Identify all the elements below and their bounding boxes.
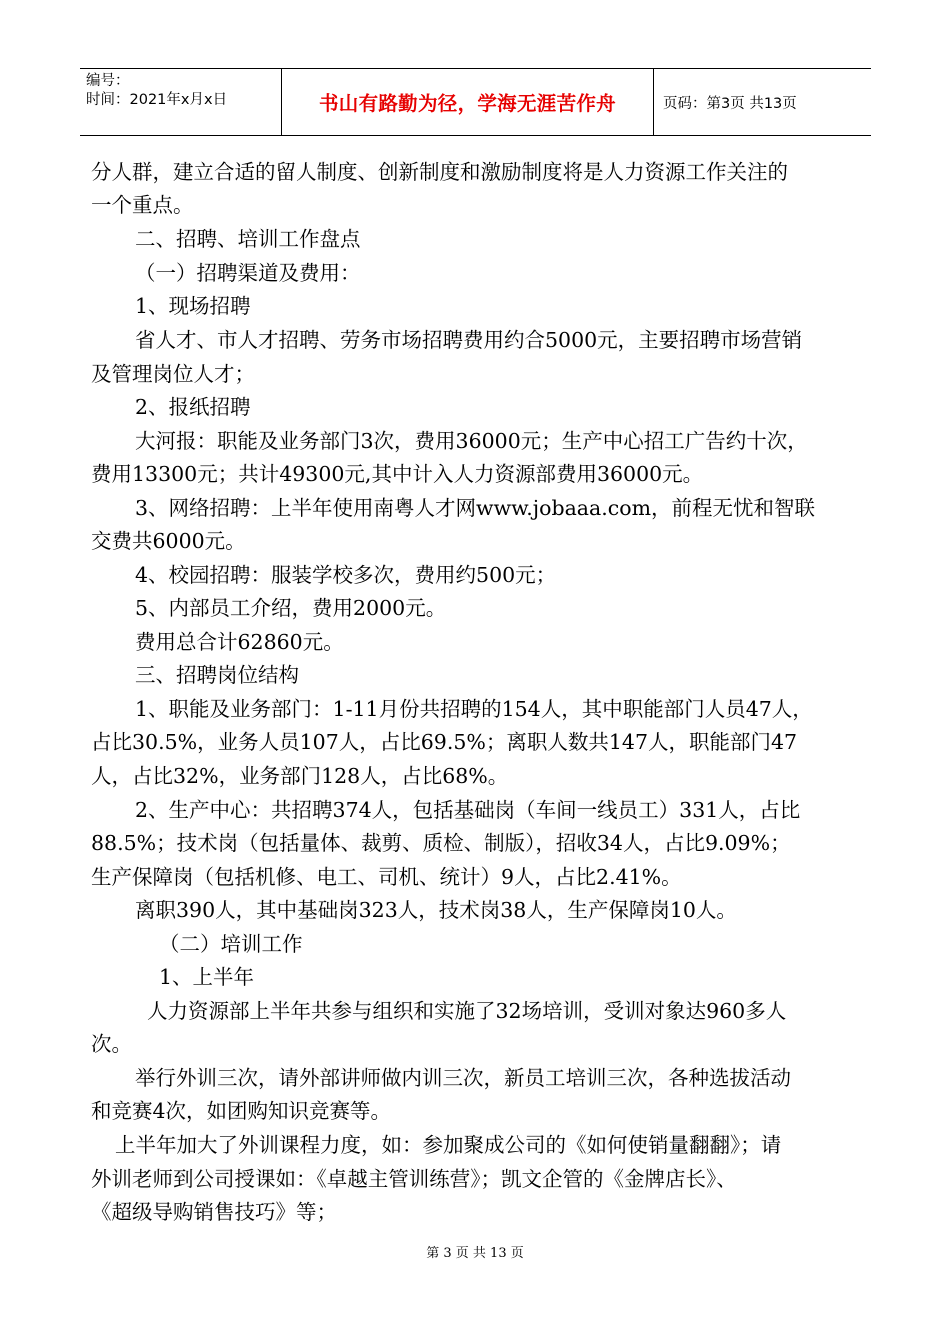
header-motto: 书山有路勤为径，学海无涯苦作舟 — [318, 92, 616, 115]
list-item: 1、上半年 — [159, 965, 255, 989]
body-line: 一个重点。 — [91, 193, 194, 217]
body-line: 生产保障岗（包括机修、电工、司机、统计）9人，占比2.41%。 — [91, 865, 682, 889]
body-line: 费用总合计62860元。 — [135, 630, 344, 654]
body-line: 举行外训三次，请外部讲师做内训三次，新员工培训三次，各种选拔活动 — [135, 1066, 791, 1090]
section-heading: 三、招聘岗位结构 — [135, 663, 299, 687]
body-line: 省人才、市人才招聘、劳务市场招聘费用约合5000元，主要招聘市场营销 — [135, 328, 803, 352]
header-divider — [653, 69, 654, 135]
body-line: 外训老师到公司授课如：《卓越主管训练营》；凯文企管的《金牌店长》、 — [91, 1167, 737, 1191]
subsection-heading: （二）培训工作 — [159, 932, 303, 956]
list-item: 2、生产中心：共招聘374人，包括基础岗（车间一线员工）331人，占比 — [135, 798, 801, 822]
body-line: 费用13300元；共计49300元,其中计入人力资源部费用36000元。 — [91, 462, 704, 486]
list-item: 2、报纸招聘 — [135, 395, 251, 419]
document-number: 编号： — [86, 73, 130, 89]
body-line: 和竞赛4次，如团购知识竞赛等。 — [91, 1099, 392, 1123]
list-item: 4、校园招聘：服装学校多次，费用约500元； — [135, 563, 557, 587]
list-item: 1、现场招聘 — [135, 294, 251, 318]
body-line: 分人群，建立合适的留人制度、创新制度和激励制度将是人力资源工作关注的 — [91, 160, 788, 184]
list-item: 5、内部员工介绍，费用2000元。 — [135, 596, 447, 620]
body-line: 88.5%；技术岗（包括量体、裁剪、质检、制版），招收34人，占比9.09%； — [91, 831, 791, 855]
subsection-heading: （一）招聘渠道及费用： — [135, 261, 361, 285]
body-line: 人，占比32%，业务部门128人，占比68%。 — [91, 764, 509, 788]
body-line: 占比30.5%，业务人员107人，占比69.5%；离职人数共147人，职能部门47 — [91, 730, 798, 754]
body-line: 人力资源部上半年共参与组织和实施了32场培训，受训对象达960多人 — [147, 999, 787, 1023]
body-line: 上半年加大了外训课程力度，如：参加聚成公司的《如何使销量翻翻》；请 — [115, 1133, 782, 1157]
header-page-info: 页码：第3页 共13页 — [663, 95, 797, 112]
header-meta — [86, 72, 227, 110]
body-line: 大河报：职能及业务部门3次，费用36000元；生产中心招工广告约十次， — [135, 429, 808, 453]
body-line: 离职390人，其中基础岗323人，技术岗38人，生产保障岗10人。 — [135, 898, 737, 922]
body-line: 交费共6000元。 — [91, 529, 246, 553]
section-heading: 二、招聘、培训工作盘点 — [135, 227, 361, 251]
list-item: 1、职能及业务部门：1-11月份共招聘的154人，其中职能部门人员47人， — [135, 697, 813, 721]
body-line: 次。 — [91, 1032, 132, 1056]
page-header — [80, 68, 871, 136]
document-date: 时间：2021年x月x日 — [86, 92, 228, 108]
page-footer: 第 3 页 共 13 页 — [426, 1246, 524, 1261]
body-line: 及管理岗位人才； — [91, 362, 255, 386]
body-line: 《超级导购销售技巧》等； — [91, 1200, 337, 1224]
list-item: 3、网络招聘：上半年使用南粤人才网www.jobaaa.com，前程无忧和智联 — [135, 496, 816, 520]
